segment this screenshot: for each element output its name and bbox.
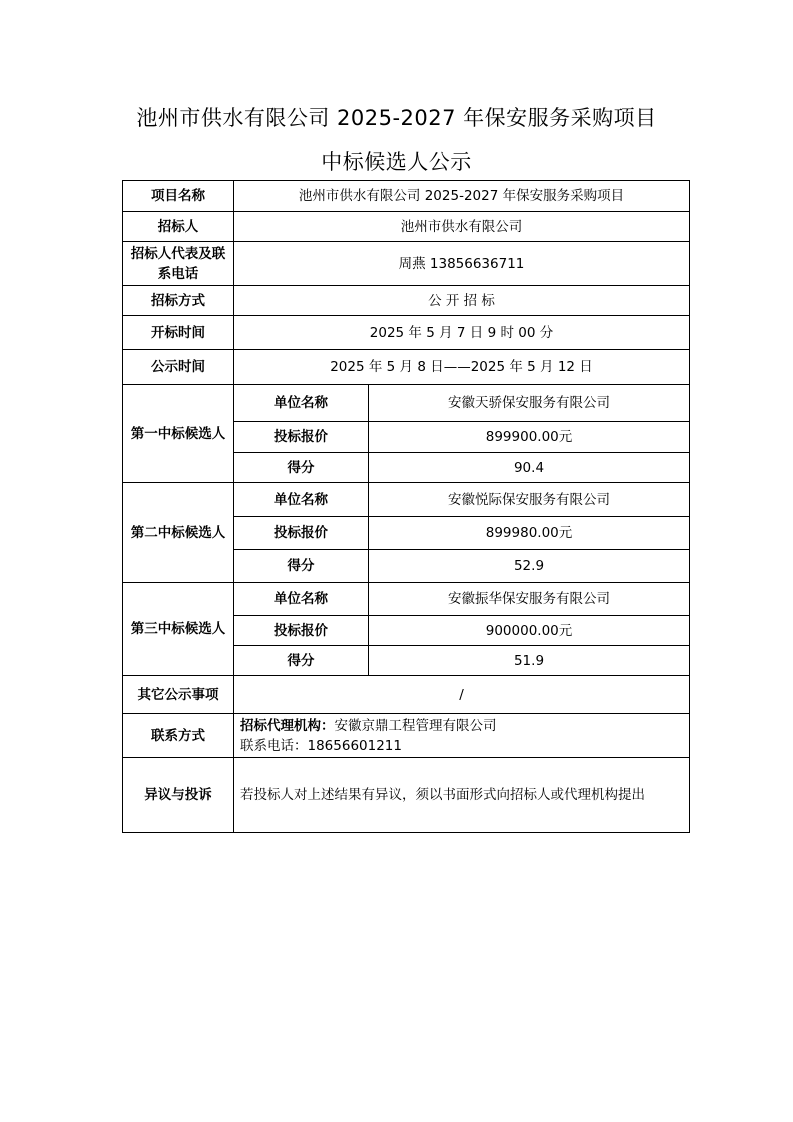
candidate-3-unit: 安徽振华保安服务有限公司 xyxy=(369,583,690,616)
table-row xyxy=(123,385,690,422)
table-row xyxy=(123,714,690,758)
table-row xyxy=(123,242,690,286)
candidate-1-score-label: 得分 xyxy=(234,453,369,483)
representative-label: 招标人代表及联系电话 xyxy=(123,242,234,286)
objection-label: 异议与投诉 xyxy=(123,758,234,833)
opening-time-label: 开标时间 xyxy=(123,316,234,350)
method-label: 招标方式 xyxy=(123,286,234,316)
agency-name: 安徽京鼎工程管理有限公司 xyxy=(334,717,497,734)
contact-phone: 联系电话：18656601211 xyxy=(240,737,402,754)
table-row xyxy=(123,286,690,316)
candidate-2-unit: 安徽悦际保安服务有限公司 xyxy=(369,483,690,517)
candidate-2-price-label: 投标报价 xyxy=(234,517,369,550)
candidate-2-score: 52.9 xyxy=(369,550,690,583)
candidate-1-rank: 第一中标候选人 xyxy=(123,385,234,483)
candidate-1-unit: 安徽天骄保安服务有限公司 xyxy=(369,385,690,422)
table-row xyxy=(123,758,690,833)
candidate-3-score: 51.9 xyxy=(369,646,690,676)
method-value: 公 开 招 标 xyxy=(234,286,690,316)
candidate-2-rank: 第二中标候选人 xyxy=(123,483,234,583)
representative-value: 周燕 13856636711 xyxy=(234,242,690,286)
publicity-time-value: 2025 年 5 月 8 日——2025 年 5 月 12 日 xyxy=(234,350,690,385)
announcement-table xyxy=(122,180,690,833)
agency-line xyxy=(240,716,685,736)
document-subtitle: 中标候选人公示 xyxy=(321,150,472,174)
candidate-2-score-label: 得分 xyxy=(234,550,369,583)
table-row xyxy=(123,181,690,212)
agency-label: 招标代理机构： xyxy=(240,717,335,734)
tenderer-value: 池州市供水有限公司 xyxy=(234,212,690,242)
candidate-1-price: 899900.00元 xyxy=(369,422,690,453)
candidate-1-price-label: 投标报价 xyxy=(234,422,369,453)
project-name-label: 项目名称 xyxy=(123,181,234,212)
tenderer-label: 招标人 xyxy=(123,212,234,242)
candidate-1-score: 90.4 xyxy=(369,453,690,483)
contact-label: 联系方式 xyxy=(123,714,234,758)
candidate-3-price-label: 投标报价 xyxy=(234,616,369,646)
candidate-3-unit-label: 单位名称 xyxy=(234,583,369,616)
candidate-3-price: 900000.00元 xyxy=(369,616,690,646)
contact-value xyxy=(234,714,690,758)
table-row xyxy=(123,583,690,616)
table-row xyxy=(123,212,690,242)
publicity-time-label: 公示时间 xyxy=(123,350,234,385)
candidate-2-price: 899980.00元 xyxy=(369,517,690,550)
table-row xyxy=(123,676,690,714)
candidate-2-unit-label: 单位名称 xyxy=(234,483,369,517)
table-row xyxy=(123,483,690,517)
document-title: 池州市供水有限公司 2025-2027 年保安服务采购项目 xyxy=(136,106,657,130)
candidate-3-rank: 第三中标候选人 xyxy=(123,583,234,676)
project-name-value: 池州市供水有限公司 2025-2027 年保安服务采购项目 xyxy=(234,181,690,212)
other-value: / xyxy=(234,676,690,714)
table-row xyxy=(123,316,690,350)
other-label: 其它公示事项 xyxy=(123,676,234,714)
objection-value: 若投标人对上述结果有异议，须以书面形式向招标人或代理机构提出 xyxy=(234,758,690,833)
table-row xyxy=(123,350,690,385)
opening-time-value: 2025 年 5 月 7 日 9 时 00 分 xyxy=(234,316,690,350)
candidate-3-score-label: 得分 xyxy=(234,646,369,676)
candidate-1-unit-label: 单位名称 xyxy=(234,385,369,422)
